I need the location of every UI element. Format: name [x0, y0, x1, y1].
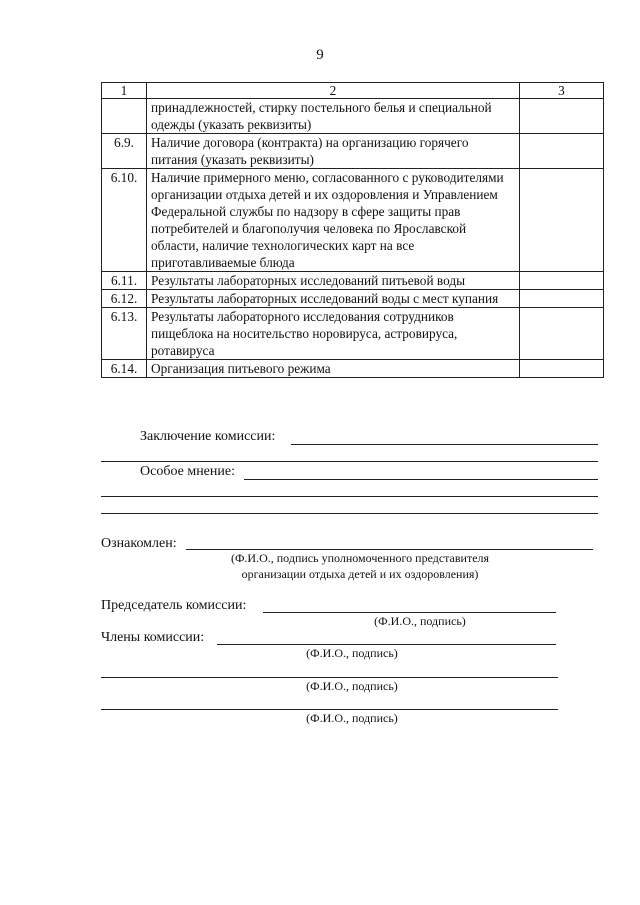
member-caption-1: (Ф.И.О., подпись) [306, 646, 398, 660]
column-header-3: 3 [520, 83, 604, 99]
checklist-table [101, 82, 604, 378]
column-header-2: 2 [147, 83, 520, 99]
member-caption-3: (Ф.И.О., подпись) [306, 711, 398, 725]
row-text: Результаты лабораторных исследований питьевой воды [147, 272, 520, 290]
row-text: Результаты лабораторного исследования сотрудников пищеблока на носительство норовируса, астровируса, ротавируса [147, 308, 520, 360]
members-label: Члены комиссии: [101, 630, 205, 645]
row-number [102, 99, 147, 134]
table-row [102, 134, 604, 169]
row-text: Результаты лабораторных исследований воды с мест купания [147, 290, 520, 308]
table-header-row [102, 83, 604, 99]
row-value-cell[interactable] [520, 360, 604, 378]
acquainted-caption: (Ф.И.О., подпись уполномоченного представителя организации отдыха детей и их оздоровления) [230, 551, 490, 581]
row-text: Организация питьевого режима [147, 360, 520, 378]
table-row [102, 360, 604, 378]
row-value-cell[interactable] [520, 272, 604, 290]
row-number: 6.10. [102, 169, 147, 272]
chairman-label: Председатель комиссии: [101, 598, 247, 613]
row-value-cell[interactable] [520, 169, 604, 272]
row-text: Наличие примерного меню, согласованного с руководителями организации отдыха детей и их оздоровления и Управлением Федеральной службы по надзору в сфере защиты прав потребителей и благополучия человека по Ярославской области, наличие технологических карт на все приготавливаемые блюда [147, 169, 520, 272]
row-value-cell[interactable] [520, 290, 604, 308]
row-text: Наличие договора (контракта) на организацию горячего питания (указать реквизиты) [147, 134, 520, 169]
page-number: 9 [316, 47, 324, 63]
row-number: 6.11. [102, 272, 147, 290]
conclusion-label: Заключение комиссии: [140, 429, 276, 444]
member-caption-2: (Ф.И.О., подпись) [306, 679, 398, 693]
row-number: 6.12. [102, 290, 147, 308]
chairman-caption: (Ф.И.О., подпись) [374, 614, 466, 628]
column-header-1: 1 [102, 83, 147, 99]
row-number: 6.9. [102, 134, 147, 169]
special-opinion-field-line-3[interactable] [101, 513, 598, 514]
special-opinion-label: Особое мнение: [140, 464, 235, 479]
special-opinion-field-line[interactable] [244, 479, 598, 480]
row-value-cell[interactable] [520, 134, 604, 169]
table-row [102, 99, 604, 134]
row-value-cell[interactable] [520, 99, 604, 134]
special-opinion-field-line-2[interactable] [101, 496, 598, 497]
table-row [102, 290, 604, 308]
row-value-cell[interactable] [520, 308, 604, 360]
table-row [102, 272, 604, 290]
conclusion-field-line-2[interactable] [101, 461, 598, 462]
table-row [102, 308, 604, 360]
acquainted-label: Ознакомлен: [101, 536, 177, 551]
conclusion-field-line[interactable] [291, 444, 598, 445]
row-text: принадлежностей, стирку постельного белья и специальной одежды (указать реквизиты) [147, 99, 520, 134]
table-row [102, 169, 604, 272]
row-number: 6.14. [102, 360, 147, 378]
row-number: 6.13. [102, 308, 147, 360]
